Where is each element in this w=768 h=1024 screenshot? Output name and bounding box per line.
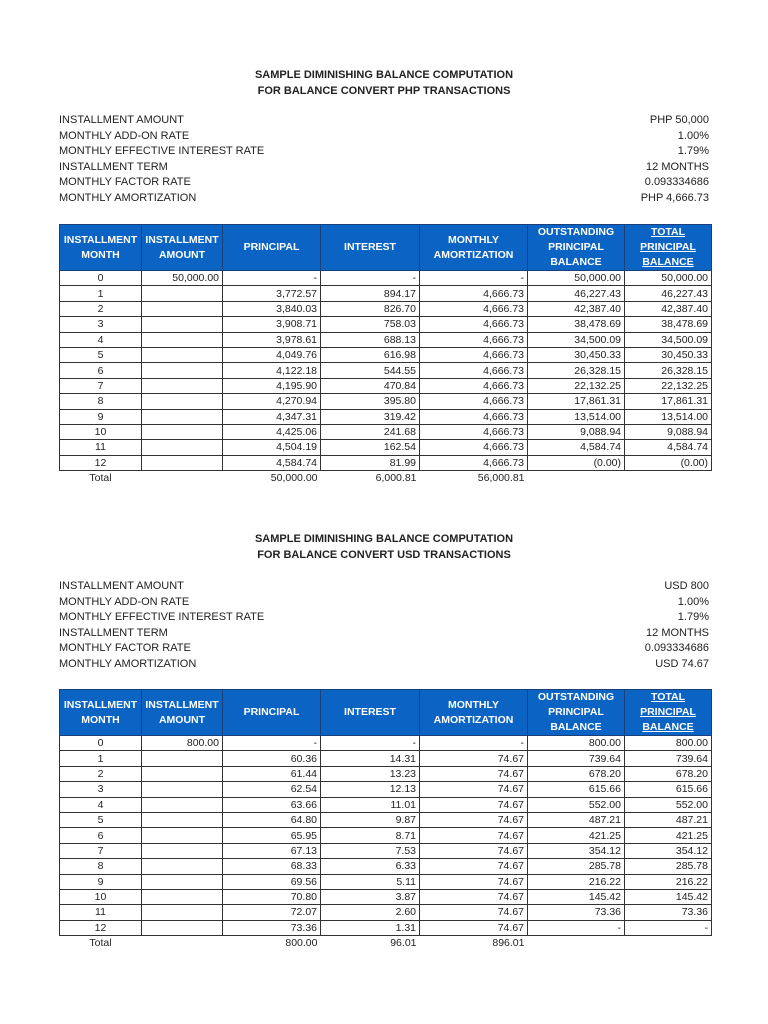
table-row bbox=[60, 409, 712, 424]
cell-interest: 688.13 bbox=[321, 332, 420, 347]
table-row bbox=[60, 424, 712, 439]
table-row bbox=[60, 455, 712, 470]
param-value: 1.00% bbox=[677, 595, 709, 608]
cell-outstanding-balance: 487.21 bbox=[528, 812, 625, 827]
param-label: MONTHLY EFFECTIVE INTEREST RATE bbox=[59, 145, 265, 158]
cell-monthly-amortization: 4,666.73 bbox=[420, 394, 528, 409]
php-title-line1: SAMPLE DIMINISHING BALANCE COMPUTATION bbox=[254, 69, 514, 81]
total-row bbox=[60, 936, 712, 951]
param-label: MONTHLY AMORTIZATION bbox=[59, 191, 197, 204]
param-row bbox=[59, 610, 709, 626]
cell-month: 2 bbox=[60, 301, 142, 316]
table-row bbox=[60, 874, 712, 889]
table-row bbox=[60, 889, 712, 904]
cell-installment-amount bbox=[142, 766, 223, 781]
cell-monthly-amortization: 74.67 bbox=[420, 889, 528, 904]
param-label: INSTALLMENT TERM bbox=[59, 626, 168, 639]
cell-interest: 470.84 bbox=[321, 378, 420, 393]
cell-monthly-amortization: 4,666.73 bbox=[420, 286, 528, 301]
cell-installment-amount bbox=[142, 859, 223, 874]
table-row bbox=[60, 751, 712, 766]
param-value: 0.093334686 bbox=[644, 176, 709, 189]
cell-principal: - bbox=[223, 736, 321, 751]
cell-installment-amount: 50,000.00 bbox=[142, 271, 223, 286]
cell-installment-amount bbox=[142, 332, 223, 347]
cell-monthly-amortization: 4,666.73 bbox=[420, 317, 528, 332]
total-label: Total bbox=[89, 937, 112, 950]
cell-total-balance: 354.12 bbox=[625, 843, 712, 858]
cell-principal: 4,504.19 bbox=[223, 440, 321, 455]
cell-interest: 162.54 bbox=[321, 440, 420, 455]
cell-month: 0 bbox=[60, 736, 142, 751]
param-value: PHP 50,000 bbox=[649, 114, 709, 126]
php-parameters bbox=[59, 113, 709, 207]
param-label: INSTALLMENT TERM bbox=[59, 160, 168, 173]
param-value: 1.79% bbox=[677, 145, 709, 158]
cell-month: 2 bbox=[60, 766, 142, 781]
cell-monthly-amortization: 4,666.73 bbox=[420, 363, 528, 378]
param-row bbox=[59, 595, 709, 611]
cell-outstanding-balance: 13,514.00 bbox=[528, 409, 625, 424]
cell-interest: 1.31 bbox=[321, 920, 420, 935]
cell-installment-amount bbox=[142, 347, 223, 362]
cell-month: 10 bbox=[60, 889, 142, 904]
cell-outstanding-balance: 800.00 bbox=[528, 736, 625, 751]
header-outstanding-principal-balance: OUTSTANDING PRINCIPAL BALANCE bbox=[528, 225, 625, 271]
param-row bbox=[59, 191, 709, 207]
cell-principal: 4,584.74 bbox=[223, 455, 321, 470]
param-row bbox=[59, 144, 709, 160]
param-row bbox=[59, 579, 709, 595]
cell-monthly-amortization: 74.67 bbox=[420, 859, 528, 874]
cell-outstanding-balance: 678.20 bbox=[528, 766, 625, 781]
param-value: PHP 4,666.73 bbox=[640, 191, 709, 204]
cell-total-balance: 678.20 bbox=[625, 766, 712, 781]
php-amortization-table bbox=[59, 224, 712, 485]
cell-outstanding-balance: 4,584.74 bbox=[528, 440, 625, 455]
total-principal: 800.00 bbox=[285, 937, 318, 950]
total-interest: 96.01 bbox=[390, 937, 417, 950]
cell-principal: 3,772.57 bbox=[223, 286, 321, 301]
cell-total-balance: 50,000.00 bbox=[625, 271, 712, 286]
header-total-principal-balance-text: TOTAL PRINCIPAL BALANCE bbox=[640, 691, 696, 733]
cell-outstanding-balance: 9,088.94 bbox=[528, 424, 625, 439]
cell-total-balance: 22,132.25 bbox=[625, 378, 712, 393]
header-principal: PRINCIPAL bbox=[223, 690, 321, 736]
header-installment-month: INSTALLMENT MONTH bbox=[60, 690, 142, 736]
cell-principal: 72.07 bbox=[223, 905, 321, 920]
cell-interest: 395.80 bbox=[321, 394, 420, 409]
usd-parameters bbox=[59, 579, 709, 673]
cell-outstanding-balance: 739.64 bbox=[528, 751, 625, 766]
cell-principal: 64.80 bbox=[223, 812, 321, 827]
header-monthly-amortization: MONTHLY AMORTIZATION bbox=[420, 690, 528, 736]
cell-outstanding-balance: 73.36 bbox=[528, 905, 625, 920]
cell-total-balance: 285.78 bbox=[625, 859, 712, 874]
cell-principal: 4,195.90 bbox=[223, 378, 321, 393]
cell-outstanding-balance: 22,132.25 bbox=[528, 378, 625, 393]
cell-month: 5 bbox=[60, 347, 142, 362]
cell-interest: 81.99 bbox=[321, 455, 420, 470]
cell-outstanding-balance: 34,500.09 bbox=[528, 332, 625, 347]
cell-interest: 6.33 bbox=[321, 859, 420, 874]
cell-total-balance: 26,328.15 bbox=[625, 363, 712, 378]
cell-interest: 894.17 bbox=[321, 286, 420, 301]
cell-principal: 65.95 bbox=[223, 828, 321, 843]
cell-total-balance: 13,514.00 bbox=[625, 409, 712, 424]
cell-interest: 9.87 bbox=[321, 812, 420, 827]
param-row bbox=[59, 113, 709, 129]
cell-total-balance: 46,227.43 bbox=[625, 286, 712, 301]
cell-monthly-amortization: 4,666.73 bbox=[420, 440, 528, 455]
cell-month: 10 bbox=[60, 424, 142, 439]
param-label: INSTALLMENT AMOUNT bbox=[59, 114, 184, 126]
param-value: 1.00% bbox=[677, 129, 709, 142]
cell-principal: 4,425.06 bbox=[223, 424, 321, 439]
table-header-row bbox=[60, 225, 712, 271]
total-empty bbox=[625, 471, 712, 486]
cell-interest: 12.13 bbox=[321, 782, 420, 797]
cell-monthly-amortization: - bbox=[420, 271, 528, 286]
cell-principal: 3,840.03 bbox=[223, 301, 321, 316]
cell-month: 12 bbox=[60, 920, 142, 935]
param-label: MONTHLY ADD-ON RATE bbox=[59, 595, 190, 608]
cell-installment-amount bbox=[142, 812, 223, 827]
cell-installment-amount bbox=[142, 751, 223, 766]
cell-total-balance: 9,088.94 bbox=[625, 424, 712, 439]
cell-monthly-amortization: - bbox=[420, 736, 528, 751]
cell-monthly-amortization: 74.67 bbox=[420, 751, 528, 766]
cell-installment-amount bbox=[142, 455, 223, 470]
cell-total-balance: 17,861.31 bbox=[625, 394, 712, 409]
cell-installment-amount bbox=[142, 317, 223, 332]
cell-month: 6 bbox=[60, 828, 142, 843]
cell-principal: 4,270.94 bbox=[223, 394, 321, 409]
php-title-line2: FOR BALANCE CONVERT PHP TRANSACTIONS bbox=[257, 85, 511, 97]
param-row bbox=[59, 626, 709, 642]
cell-principal: 61.44 bbox=[223, 766, 321, 781]
total-empty bbox=[142, 936, 223, 951]
cell-total-balance: 34,500.09 bbox=[625, 332, 712, 347]
cell-total-balance: 739.64 bbox=[625, 751, 712, 766]
usd-amortization-table bbox=[59, 689, 712, 950]
header-total-principal-balance bbox=[625, 690, 712, 736]
header-installment-amount: INSTALLMENT AMOUNT bbox=[142, 690, 223, 736]
usd-title-line2: FOR BALANCE CONVERT USD TRANSACTIONS bbox=[257, 549, 511, 561]
cell-interest: - bbox=[321, 271, 420, 286]
cell-outstanding-balance: 42,387.40 bbox=[528, 301, 625, 316]
cell-installment-amount bbox=[142, 440, 223, 455]
cell-outstanding-balance: 216.22 bbox=[528, 874, 625, 889]
header-total-principal-balance-text: TOTAL PRINCIPAL BALANCE bbox=[640, 226, 696, 268]
header-monthly-amortization: MONTHLY AMORTIZATION bbox=[420, 225, 528, 271]
cell-outstanding-balance: 145.42 bbox=[528, 889, 625, 904]
cell-monthly-amortization: 74.67 bbox=[420, 920, 528, 935]
cell-month: 11 bbox=[60, 440, 142, 455]
cell-principal: 4,049.76 bbox=[223, 347, 321, 362]
cell-month: 1 bbox=[60, 751, 142, 766]
cell-monthly-amortization: 4,666.73 bbox=[420, 332, 528, 347]
table-row bbox=[60, 332, 712, 347]
cell-monthly-amortization: 4,666.73 bbox=[420, 409, 528, 424]
cell-installment-amount bbox=[142, 782, 223, 797]
cell-month: 11 bbox=[60, 905, 142, 920]
cell-monthly-amortization: 74.67 bbox=[420, 874, 528, 889]
cell-installment-amount bbox=[142, 920, 223, 935]
table-row bbox=[60, 920, 712, 935]
cell-outstanding-balance: 26,328.15 bbox=[528, 363, 625, 378]
cell-monthly-amortization: 74.67 bbox=[420, 797, 528, 812]
total-label: Total bbox=[89, 472, 112, 485]
total-empty bbox=[142, 471, 223, 486]
cell-principal: - bbox=[223, 271, 321, 286]
cell-outstanding-balance: 38,478.69 bbox=[528, 317, 625, 332]
cell-monthly-amortization: 74.67 bbox=[420, 782, 528, 797]
header-interest: INTEREST bbox=[321, 690, 420, 736]
cell-month: 9 bbox=[60, 874, 142, 889]
cell-total-balance: 4,584.74 bbox=[625, 440, 712, 455]
usd-title-line1: SAMPLE DIMINISHING BALANCE COMPUTATION bbox=[254, 533, 514, 545]
cell-principal: 67.13 bbox=[223, 843, 321, 858]
cell-interest: 13.23 bbox=[321, 766, 420, 781]
param-label: MONTHLY AMORTIZATION bbox=[59, 657, 197, 670]
cell-principal: 68.33 bbox=[223, 859, 321, 874]
param-row bbox=[59, 129, 709, 145]
cell-installment-amount bbox=[142, 409, 223, 424]
cell-month: 7 bbox=[60, 378, 142, 393]
cell-monthly-amortization: 4,666.73 bbox=[420, 347, 528, 362]
param-label: MONTHLY EFFECTIVE INTEREST RATE bbox=[59, 611, 265, 624]
cell-interest: 2.60 bbox=[321, 905, 420, 920]
cell-principal: 3,978.61 bbox=[223, 332, 321, 347]
cell-installment-amount bbox=[142, 905, 223, 920]
table-row bbox=[60, 843, 712, 858]
param-label: MONTHLY ADD-ON RATE bbox=[59, 129, 190, 142]
param-row bbox=[59, 641, 709, 657]
cell-total-balance: 145.42 bbox=[625, 889, 712, 904]
cell-month: 3 bbox=[60, 782, 142, 797]
table-row bbox=[60, 736, 712, 751]
cell-principal: 70.80 bbox=[223, 889, 321, 904]
table-row bbox=[60, 782, 712, 797]
table-row bbox=[60, 271, 712, 286]
header-outstanding-principal-balance: OUTSTANDING PRINCIPAL BALANCE bbox=[528, 690, 625, 736]
cell-total-balance: 38,478.69 bbox=[625, 317, 712, 332]
cell-total-balance: 800.00 bbox=[625, 736, 712, 751]
table-row bbox=[60, 347, 712, 362]
total-empty bbox=[528, 936, 625, 951]
cell-interest: 319.42 bbox=[321, 409, 420, 424]
total-amortization: 896.01 bbox=[492, 937, 525, 950]
table-row bbox=[60, 766, 712, 781]
cell-interest: 616.98 bbox=[321, 347, 420, 362]
cell-monthly-amortization: 74.67 bbox=[420, 812, 528, 827]
param-row bbox=[59, 160, 709, 176]
cell-monthly-amortization: 74.67 bbox=[420, 905, 528, 920]
php-title bbox=[0, 67, 768, 99]
cell-principal: 62.54 bbox=[223, 782, 321, 797]
cell-principal: 3,908.71 bbox=[223, 317, 321, 332]
cell-monthly-amortization: 74.67 bbox=[420, 828, 528, 843]
table-row bbox=[60, 828, 712, 843]
table-row bbox=[60, 363, 712, 378]
usd-title bbox=[0, 531, 768, 563]
cell-outstanding-balance: 285.78 bbox=[528, 859, 625, 874]
cell-outstanding-balance: 615.66 bbox=[528, 782, 625, 797]
cell-installment-amount bbox=[142, 378, 223, 393]
total-row bbox=[60, 471, 712, 486]
cell-interest: 826.70 bbox=[321, 301, 420, 316]
table-row bbox=[60, 286, 712, 301]
header-installment-month: INSTALLMENT MONTH bbox=[60, 225, 142, 271]
cell-outstanding-balance: 30,450.33 bbox=[528, 347, 625, 362]
total-amortization: 56,000.81 bbox=[477, 472, 525, 485]
cell-total-balance: 216.22 bbox=[625, 874, 712, 889]
cell-month: 4 bbox=[60, 332, 142, 347]
param-value: USD 74.67 bbox=[655, 657, 709, 670]
header-installment-amount: INSTALLMENT AMOUNT bbox=[142, 225, 223, 271]
cell-principal: 4,347.31 bbox=[223, 409, 321, 424]
cell-month: 0 bbox=[60, 271, 142, 286]
cell-total-balance: 615.66 bbox=[625, 782, 712, 797]
cell-installment-amount: 800.00 bbox=[142, 736, 223, 751]
table-row bbox=[60, 317, 712, 332]
table-row bbox=[60, 301, 712, 316]
total-interest: 6,000.81 bbox=[375, 472, 417, 485]
cell-month: 1 bbox=[60, 286, 142, 301]
table-row bbox=[60, 797, 712, 812]
param-label: INSTALLMENT AMOUNT bbox=[59, 580, 184, 592]
cell-installment-amount bbox=[142, 889, 223, 904]
cell-total-balance: 73.36 bbox=[625, 905, 712, 920]
cell-interest: 241.68 bbox=[321, 424, 420, 439]
param-value: 12 MONTHS bbox=[646, 160, 709, 173]
header-principal: PRINCIPAL bbox=[223, 225, 321, 271]
param-row bbox=[59, 175, 709, 191]
cell-total-balance: - bbox=[625, 920, 712, 935]
cell-outstanding-balance: - bbox=[528, 920, 625, 935]
cell-outstanding-balance: 50,000.00 bbox=[528, 271, 625, 286]
cell-total-balance: 552.00 bbox=[625, 797, 712, 812]
param-value: 1.79% bbox=[677, 611, 709, 624]
cell-installment-amount bbox=[142, 843, 223, 858]
param-value: 0.093334686 bbox=[644, 642, 709, 655]
cell-principal: 63.66 bbox=[223, 797, 321, 812]
cell-interest: 758.03 bbox=[321, 317, 420, 332]
total-principal: 50,000.00 bbox=[270, 472, 318, 485]
table-row bbox=[60, 440, 712, 455]
cell-total-balance: 30,450.33 bbox=[625, 347, 712, 362]
cell-installment-amount bbox=[142, 286, 223, 301]
cell-principal: 60.36 bbox=[223, 751, 321, 766]
cell-outstanding-balance: 17,861.31 bbox=[528, 394, 625, 409]
cell-interest: 14.31 bbox=[321, 751, 420, 766]
cell-month: 7 bbox=[60, 843, 142, 858]
table-row bbox=[60, 905, 712, 920]
cell-interest: 5.11 bbox=[321, 874, 420, 889]
total-empty bbox=[625, 936, 712, 951]
cell-interest: 7.53 bbox=[321, 843, 420, 858]
table-row bbox=[60, 378, 712, 393]
cell-principal: 4,122.18 bbox=[223, 363, 321, 378]
cell-month: 12 bbox=[60, 455, 142, 470]
cell-monthly-amortization: 4,666.73 bbox=[420, 378, 528, 393]
cell-interest: 544.55 bbox=[321, 363, 420, 378]
table-row bbox=[60, 812, 712, 827]
cell-installment-amount bbox=[142, 394, 223, 409]
cell-month: 8 bbox=[60, 859, 142, 874]
cell-interest: 3.87 bbox=[321, 889, 420, 904]
cell-principal: 73.36 bbox=[223, 920, 321, 935]
cell-interest: - bbox=[321, 736, 420, 751]
cell-installment-amount bbox=[142, 363, 223, 378]
header-total-principal-balance bbox=[625, 225, 712, 271]
table-header-row bbox=[60, 690, 712, 736]
param-value: USD 800 bbox=[664, 580, 709, 592]
cell-interest: 8.71 bbox=[321, 828, 420, 843]
param-row bbox=[59, 657, 709, 673]
cell-principal: 69.56 bbox=[223, 874, 321, 889]
param-label: MONTHLY FACTOR RATE bbox=[59, 642, 191, 655]
param-value: 12 MONTHS bbox=[646, 626, 709, 639]
cell-installment-amount bbox=[142, 874, 223, 889]
usd-table-body bbox=[60, 736, 712, 951]
cell-month: 9 bbox=[60, 409, 142, 424]
cell-month: 3 bbox=[60, 317, 142, 332]
cell-interest: 11.01 bbox=[321, 797, 420, 812]
cell-installment-amount bbox=[142, 301, 223, 316]
cell-monthly-amortization: 74.67 bbox=[420, 766, 528, 781]
cell-installment-amount bbox=[142, 424, 223, 439]
cell-total-balance: 421.25 bbox=[625, 828, 712, 843]
table-row bbox=[60, 394, 712, 409]
cell-monthly-amortization: 4,666.73 bbox=[420, 301, 528, 316]
cell-month: 6 bbox=[60, 363, 142, 378]
cell-month: 4 bbox=[60, 797, 142, 812]
cell-outstanding-balance: 421.25 bbox=[528, 828, 625, 843]
total-empty bbox=[528, 471, 625, 486]
cell-outstanding-balance: 46,227.43 bbox=[528, 286, 625, 301]
table-row bbox=[60, 859, 712, 874]
cell-monthly-amortization: 74.67 bbox=[420, 843, 528, 858]
php-table-body bbox=[60, 271, 712, 486]
header-interest: INTEREST bbox=[321, 225, 420, 271]
param-label: MONTHLY FACTOR RATE bbox=[59, 176, 191, 189]
cell-total-balance: (0.00) bbox=[625, 455, 712, 470]
cell-installment-amount bbox=[142, 828, 223, 843]
cell-total-balance: 42,387.40 bbox=[625, 301, 712, 316]
cell-monthly-amortization: 4,666.73 bbox=[420, 424, 528, 439]
cell-outstanding-balance: 354.12 bbox=[528, 843, 625, 858]
cell-month: 5 bbox=[60, 812, 142, 827]
cell-outstanding-balance: 552.00 bbox=[528, 797, 625, 812]
cell-total-balance: 487.21 bbox=[625, 812, 712, 827]
cell-outstanding-balance: (0.00) bbox=[528, 455, 625, 470]
cell-installment-amount bbox=[142, 797, 223, 812]
cell-month: 8 bbox=[60, 394, 142, 409]
cell-monthly-amortization: 4,666.73 bbox=[420, 455, 528, 470]
